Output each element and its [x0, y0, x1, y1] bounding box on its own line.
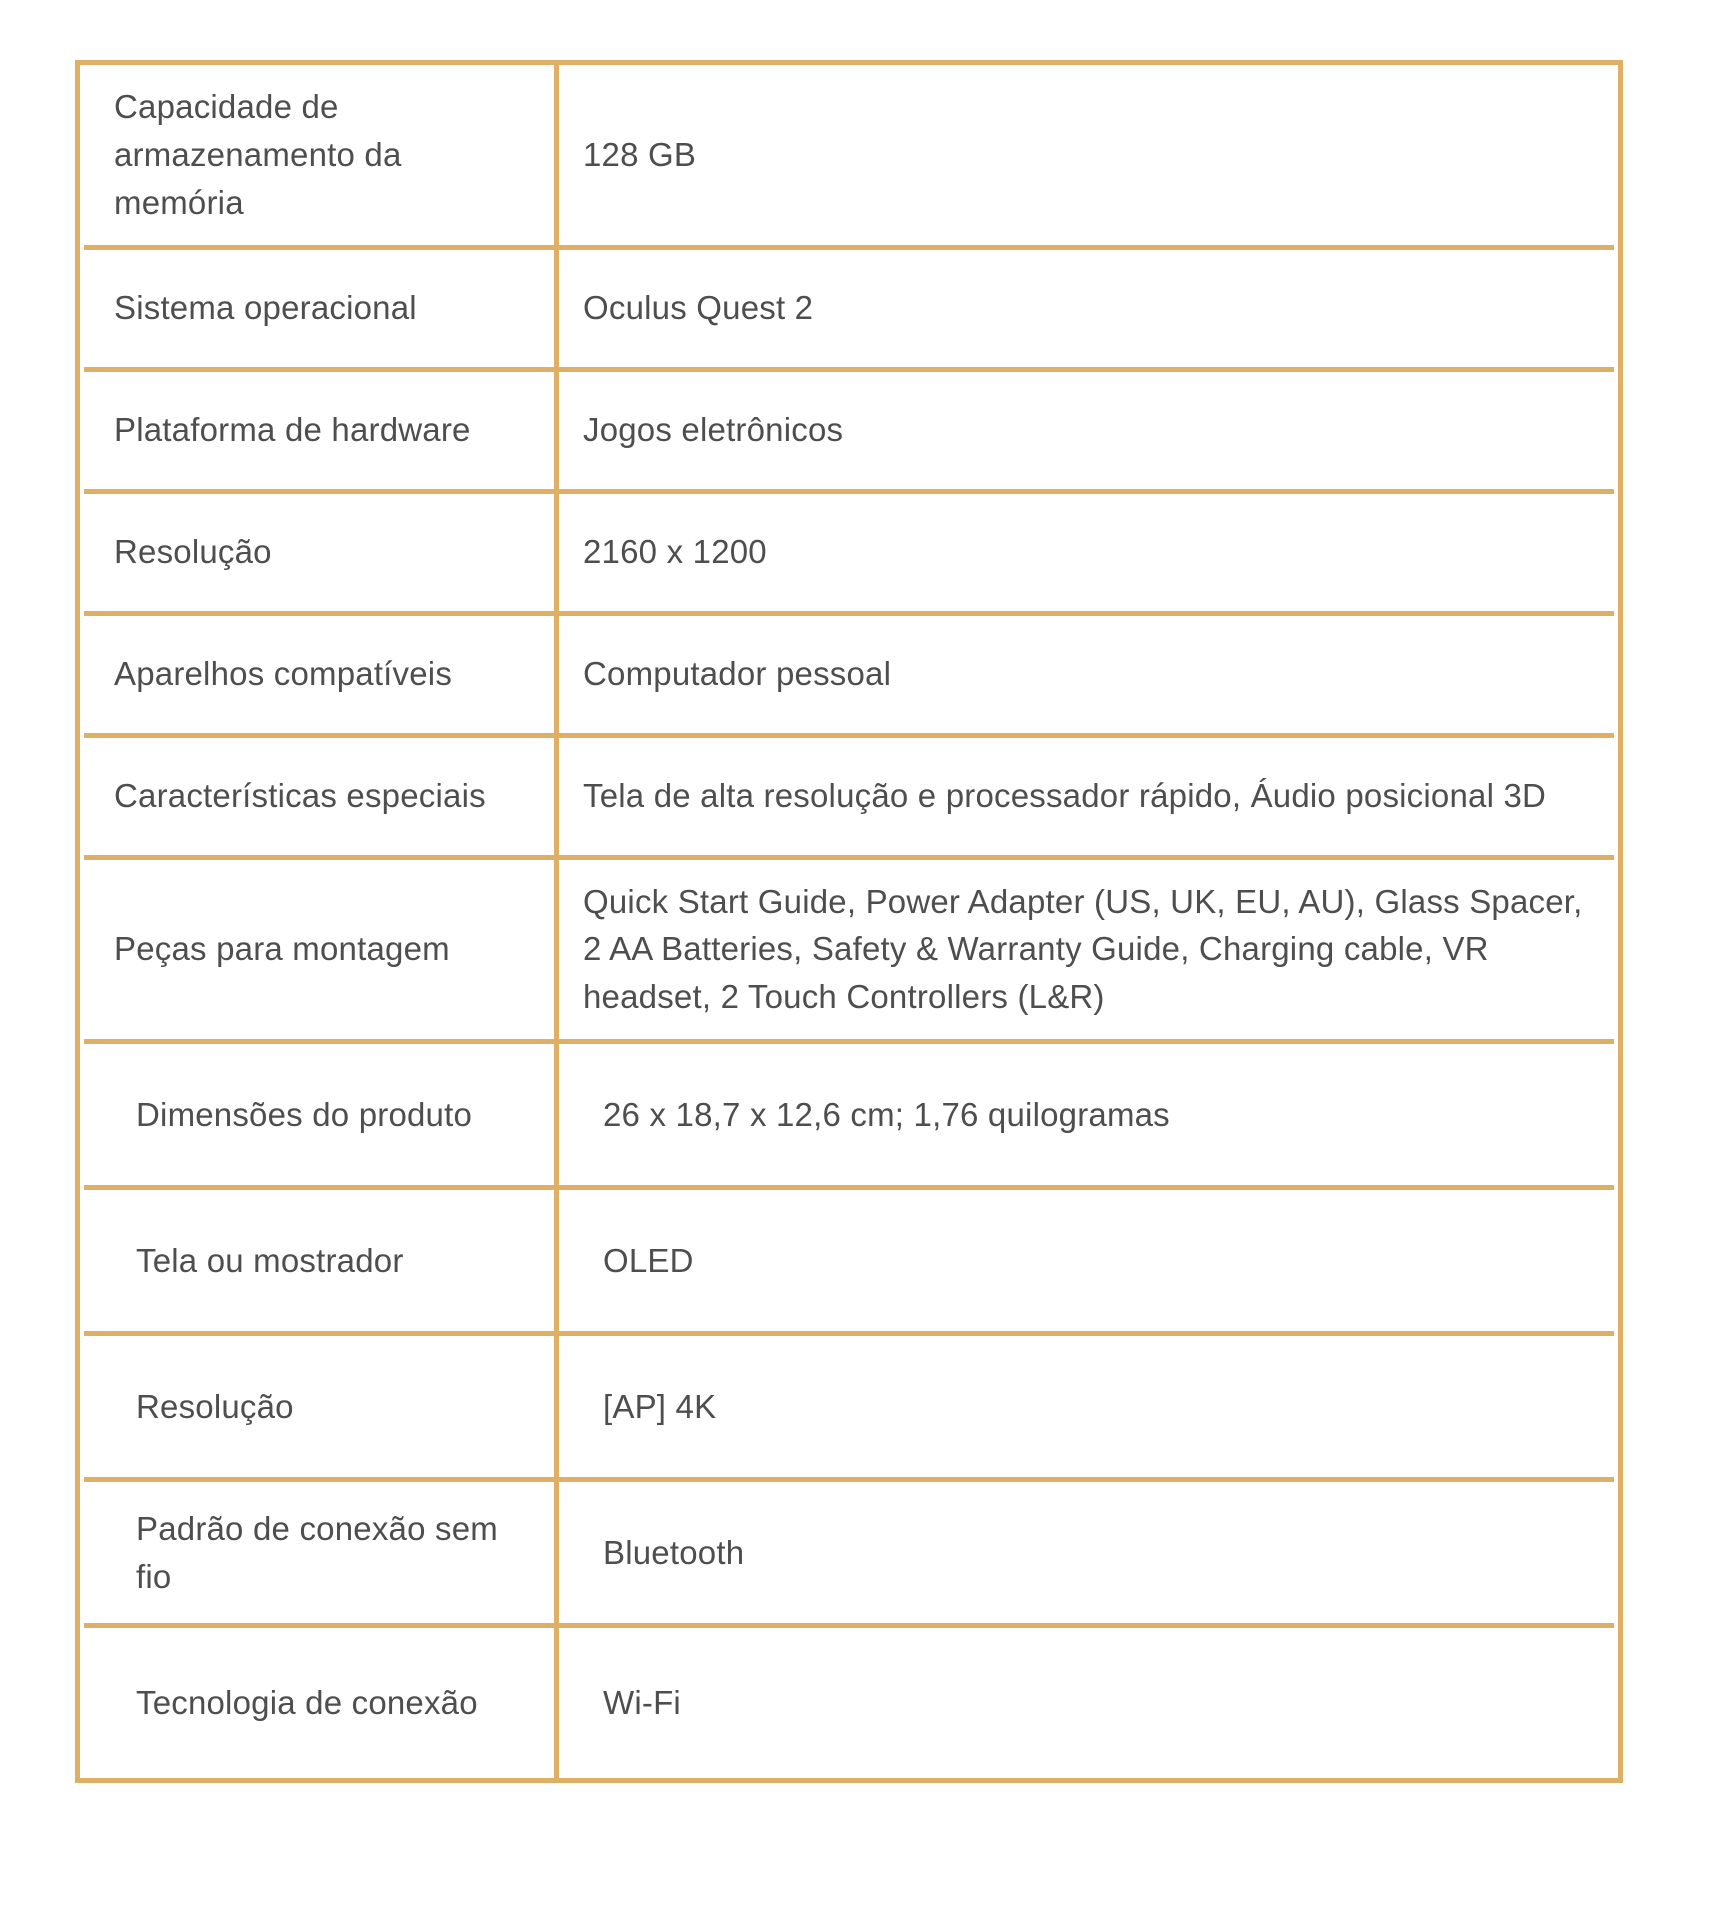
spec-label-cell [84, 494, 559, 611]
spec-value: Computador pessoal [583, 655, 892, 693]
spec-row [84, 1185, 1614, 1331]
spec-label: Padrão de conexão sem fio [136, 1509, 498, 1595]
spec-row [84, 611, 1614, 733]
spec-value-cell [559, 1628, 1614, 1778]
spec-label: Plataforma de hardware [114, 411, 471, 449]
spec-value-cell [559, 738, 1614, 855]
spec-label-cell [84, 1482, 559, 1623]
spec-value-cell [559, 1482, 1614, 1623]
spec-label: Aparelhos compatíveis [114, 655, 453, 693]
spec-value: Tela de alta resolução e processador rápido, Áudio posicional 3D [583, 777, 1547, 815]
spec-row [84, 1331, 1614, 1477]
spec-value: Oculus Quest 2 [583, 289, 814, 327]
spec-row [84, 489, 1614, 611]
spec-label: Tela ou mostrador [136, 1241, 404, 1279]
spec-row [84, 1477, 1614, 1623]
spec-value: Jogos eletrônicos [583, 411, 844, 449]
spec-row [84, 65, 1614, 245]
spec-row [84, 367, 1614, 489]
spec-label: Resolução [136, 1387, 294, 1425]
spec-label-cell [84, 1190, 559, 1331]
spec-value: OLED [603, 1241, 694, 1279]
spec-row [84, 855, 1614, 1040]
spec-value: Bluetooth [603, 1533, 745, 1571]
spec-row [84, 733, 1614, 855]
spec-label: Dimensões do produto [136, 1095, 473, 1133]
spec-label: Sistema operacional [114, 289, 417, 327]
spec-label-cell [84, 1628, 559, 1778]
spec-value: 128 GB [583, 135, 697, 173]
spec-label: Peças para montagem [114, 930, 450, 968]
spec-value-cell [559, 1190, 1614, 1331]
spec-value-cell [559, 372, 1614, 489]
spec-label-cell [84, 65, 559, 245]
spec-value-cell [559, 616, 1614, 733]
spec-label-cell [84, 372, 559, 489]
spec-value-cell [559, 250, 1614, 367]
spec-value-cell [559, 1336, 1614, 1477]
spec-label-cell [84, 860, 559, 1040]
spec-value-cell [559, 494, 1614, 611]
spec-value-cell [559, 1044, 1614, 1185]
product-spec-table [75, 60, 1623, 1783]
spec-label-cell [84, 250, 559, 367]
spec-label: Tecnologia de conexão [136, 1684, 478, 1722]
spec-row [84, 245, 1614, 367]
spec-value: Quick Start Guide, Power Adapter (US, UK, EU, AU), Glass Spacer, 2 AA Batteries, Safety & Warranty Guide, Charging cable, VR headset, 2 Touch Controllers (L&R) [583, 882, 1583, 1016]
spec-label: Capacidade de armazenamento da memória [114, 88, 402, 221]
spec-value: 26 x 18,7 x 12,6 cm; 1,76 quilogramas [603, 1095, 1170, 1133]
spec-label-cell [84, 616, 559, 733]
spec-label-cell [84, 1044, 559, 1185]
spec-row [84, 1039, 1614, 1185]
spec-label-cell [84, 738, 559, 855]
spec-value: [AP] 4K [603, 1387, 717, 1425]
spec-value-cell [559, 860, 1614, 1040]
spec-value: Wi-Fi [603, 1684, 681, 1722]
spec-label: Características especiais [114, 777, 486, 815]
spec-value: 2160 x 1200 [583, 533, 767, 571]
spec-label-cell [84, 1336, 559, 1477]
spec-label: Resolução [114, 533, 272, 571]
spec-value-cell [559, 65, 1614, 245]
spec-row [84, 1623, 1614, 1778]
